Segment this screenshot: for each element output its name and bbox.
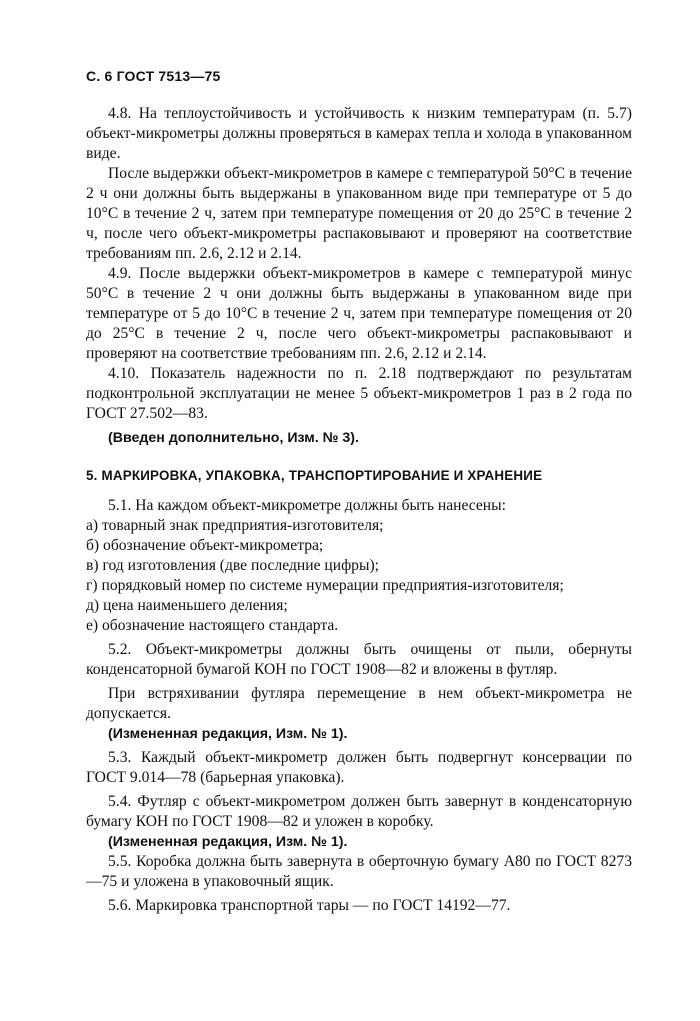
list-item-g: г) порядковый номер по системе нумерации предприятия-изготовителя; <box>86 577 564 594</box>
list-item-v: в) год изготовления (две последние цифры); <box>86 557 379 574</box>
list-item-b: б) обозначение объект-микрометра; <box>86 537 324 554</box>
paragraph-5-2-cont: При встряхивании футляра перемещение в нем объект-микрометра не допускается. <box>86 685 632 722</box>
list-item-a: а) товарный знак предприятия-изготовителя; <box>86 517 384 534</box>
section-5-heading: 5. МАРКИРОВКА, УПАКОВКА, ТРАНСПОРТИРОВАНИЕ И ХРАНЕНИЕ <box>86 468 543 483</box>
list-item-d: д) цена наименьшего деления; <box>86 597 288 614</box>
paragraph-4-8: 4.8. На теплоустойчивость и устойчивость к низким температурам (п. 5.7) объект-микрометры должны проверяться в камерах тепла и холода в упакованном виде. <box>86 105 632 162</box>
paragraph-5-2: 5.2. Объект-микрометры должны быть очищены от пыли, обернуты конденсаторной бумагой КОН по ГОСТ 1908—82 и вложены в футляр. <box>86 641 632 678</box>
paragraph-5-4: 5.4. Футляр с объект-микрометром должен быть завернут в конденсаторную бумагу КОН по ГОСТ 1908—82 и уложен в коробку. <box>86 793 632 830</box>
paragraph-5-1: 5.1. На каждом объект-микрометре должны быть нанесены: <box>108 497 506 514</box>
paragraph-4-10: 4.10. Показатель надежности по п. 2.18 подтверждают по результатам подконтрольной эксплуатации не менее 5 объект-микрометров 1 раз в 2 года по ГОСТ 27.502—83. <box>86 365 632 422</box>
paragraph-5-6: 5.6. Маркировка транспортной тары — по ГОСТ 14192—77. <box>108 897 511 914</box>
amendment-note: (Введен дополнительно, Изм. № 3). <box>108 430 359 446</box>
document-body <box>86 104 632 916</box>
paragraph-4-8-cont: После выдержки объект-микрометров в камере с температурой 50°С в течение 2 ч они должны быть выдержаны в упакованном виде при температуре от 5 до 10°С в течение 2 ч, затем при температуре помещения от 20 до 25°С в течение 2 ч, после чего объект-микрометры распаковывают и проверяют на соответствие требованиям пп. 2.6, 2.12 и 2.14. <box>86 165 632 262</box>
amendment-note: (Измененная редакция, Изм. № 1). <box>108 834 348 850</box>
list-item-e: е) обозначение настоящего стандарта. <box>86 617 339 634</box>
amendment-note: (Измененная редакция, Изм. № 1). <box>108 726 348 742</box>
page-header: С. 6 ГОСТ 7513—75 <box>86 68 221 84</box>
paragraph-4-9: 4.9. После выдержки объект-микрометров в камере с температурой минус 50°С в течение 2 ч они должны быть выдержаны в упакованном виде при температуре от 5 до 10°С в течение 2 ч, затем при температуре помещения от 20 до 25°С в течение 2 ч, после чего объект-микрометры распаковывают и проверяют на соответствие требованиям пп. 2.6, 2.12 и 2.14. <box>86 265 632 362</box>
paragraph-5-5: 5.5. Коробка должна быть завернута в оберточную бумагу А80 по ГОСТ 8273—75 и уложена в упаковочный ящик. <box>86 853 632 890</box>
paragraph-5-3: 5.3. Каждый объект-микрометр должен быть подвергнут консервации по ГОСТ 9.014—78 (барьерная упаковка). <box>86 749 632 786</box>
